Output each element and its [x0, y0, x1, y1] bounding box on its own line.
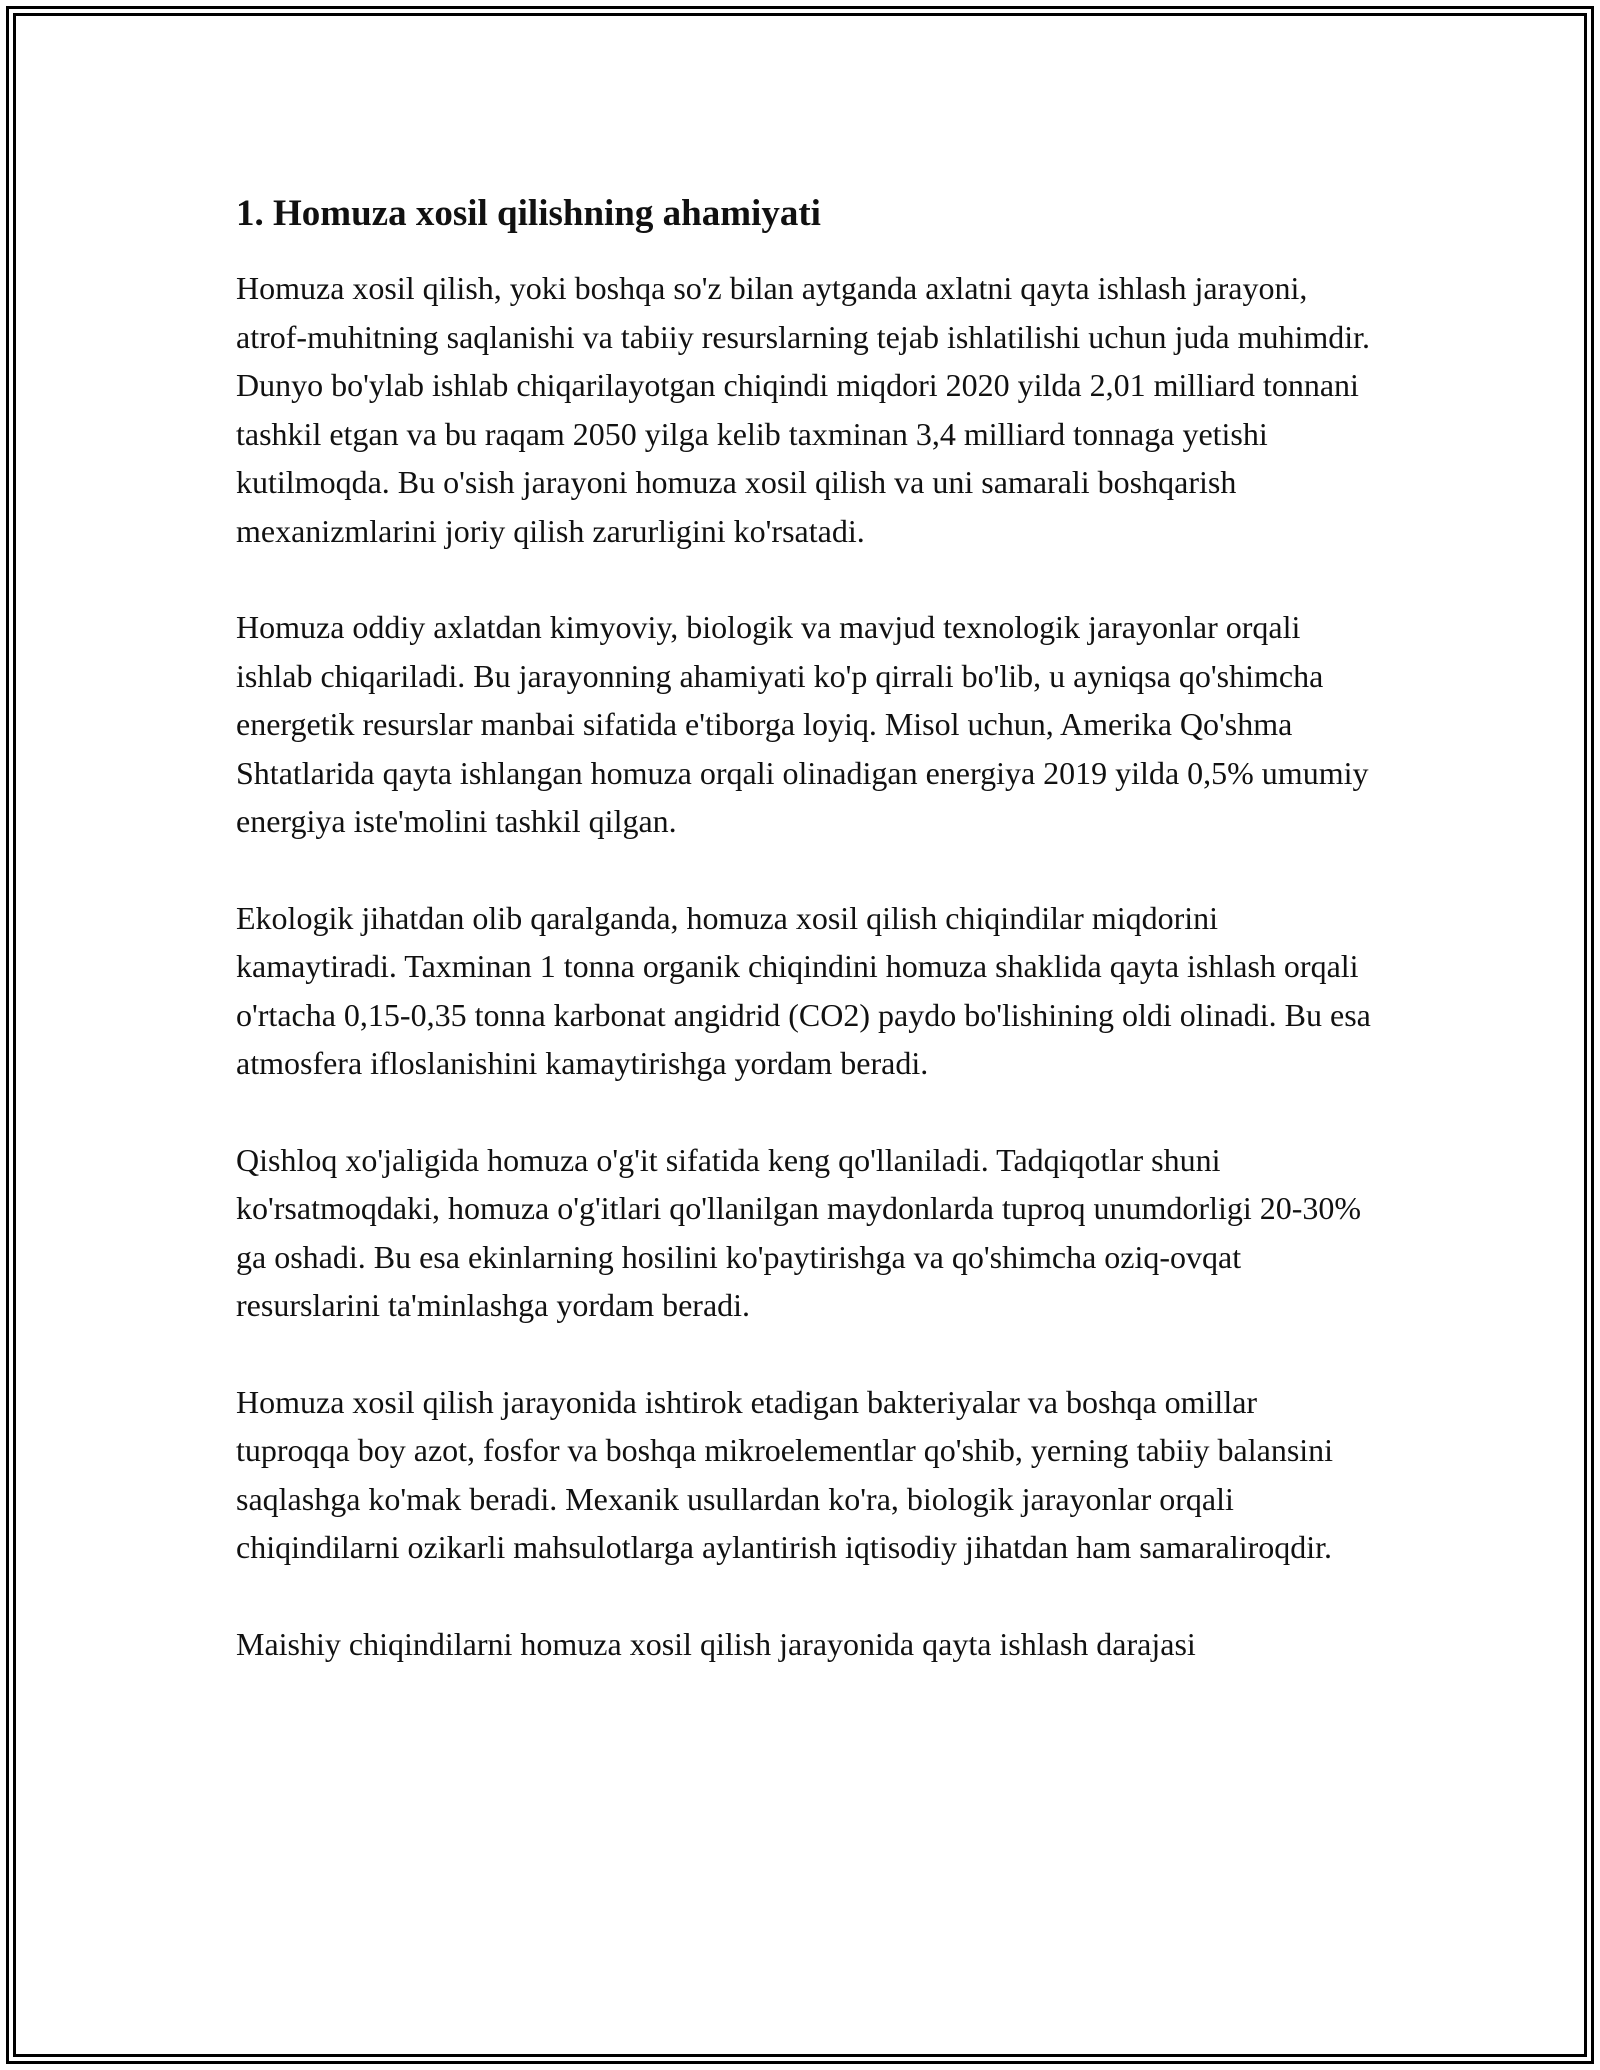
document-body — [236, 186, 1376, 1716]
paragraph-1: Homuza xosil qilish, yoki boshqa so'z bilan aytganda axlatni qayta ishlash jarayoni, atrof-muhitning saqlanishi va tabiiy resurslarning tejab ishlatilishi uchun juda muhimdir. Dunyo bo'ylab ishlab chiqarilayotgan chiqindi miqdori 2020 yilda 2,01 milliard tonnani tashkil etgan va bu raqam 2050 yilga kelib taxminan 3,4 milliard tonnaga yetishi kutilmoqda. Bu o'sish jarayoni homuza xosil qilish va uni samarali boshqarish mexanizmlarini joriy qilish zarurligini ko'rsatadi. — [236, 270, 1371, 549]
paragraph-3: Ekologik jihatdan olib qaralganda, homuza xosil qilish chiqindilar miqdorini kamaytiradi. Taxminan 1 tonna organik chiqindini homuza shaklida qayta ishlash orqali o'rtacha 0,15-0,35 tonna karbonat angidrid (CO2) paydo bo'lishining oldi olinadi. Bu esa atmosfera ifloslanishini kamaytirishga yordam beradi. — [236, 899, 1371, 1081]
paragraph-5: Homuza xosil qilish jarayonida ishtirok etadigan bakteriyalar va boshqa omillar tuproqqa boy azot, fosfor va boshqa mikroelementlar qo'shib, yerning tabiiy balansini saqlashga ko'mak beradi. Mexanik usullardan ko'ra, biologik jarayonlar orqali chiqindilarni ozikarli mahsulotlarga aylantirish iqtisodiy jihatdan ham samaraliroqdir. — [236, 1383, 1334, 1565]
paragraph-4: Qishloq xo'jaligida homuza o'g'it sifatida keng qo'llaniladi. Tadqiqotlar shuni ko'rsatmoqdaki, homuza o'g'itlari qo'llanilgan maydonlarda tuproq unumdorligi 20-30% ga oshadi. Bu esa ekinlarning hosilini ko'paytirishga va qo'shimcha oziq-ovqat resurslarini ta'minlashga yordam beradi. — [236, 1141, 1362, 1323]
paragraph-2: Homuza oddiy axlatdan kimyoviy, biologik va mavjud texnologik jarayonlar orqali ishlab chiqariladi. Bu jarayonning ahamiyati ko'p qirrali bo'lib, u ayniqsa qo'shimcha energetik resurslar manbai sifatida e'tiborga loyiq. Misol uchun, Amerika Qo'shma Shtatlarida qayta ishlangan homuza orqali olinadigan energiya 2019 yilda 0,5% umumiy energiya iste'molini tashkil qilgan. — [236, 609, 1369, 839]
paragraph-6: Maishiy chiqindilarni homuza xosil qilish jarayonida qayta ishlash darajasi — [236, 1625, 1196, 1662]
section-heading: 1. Homuza xosil qilishning ahamiyati — [236, 193, 821, 234]
